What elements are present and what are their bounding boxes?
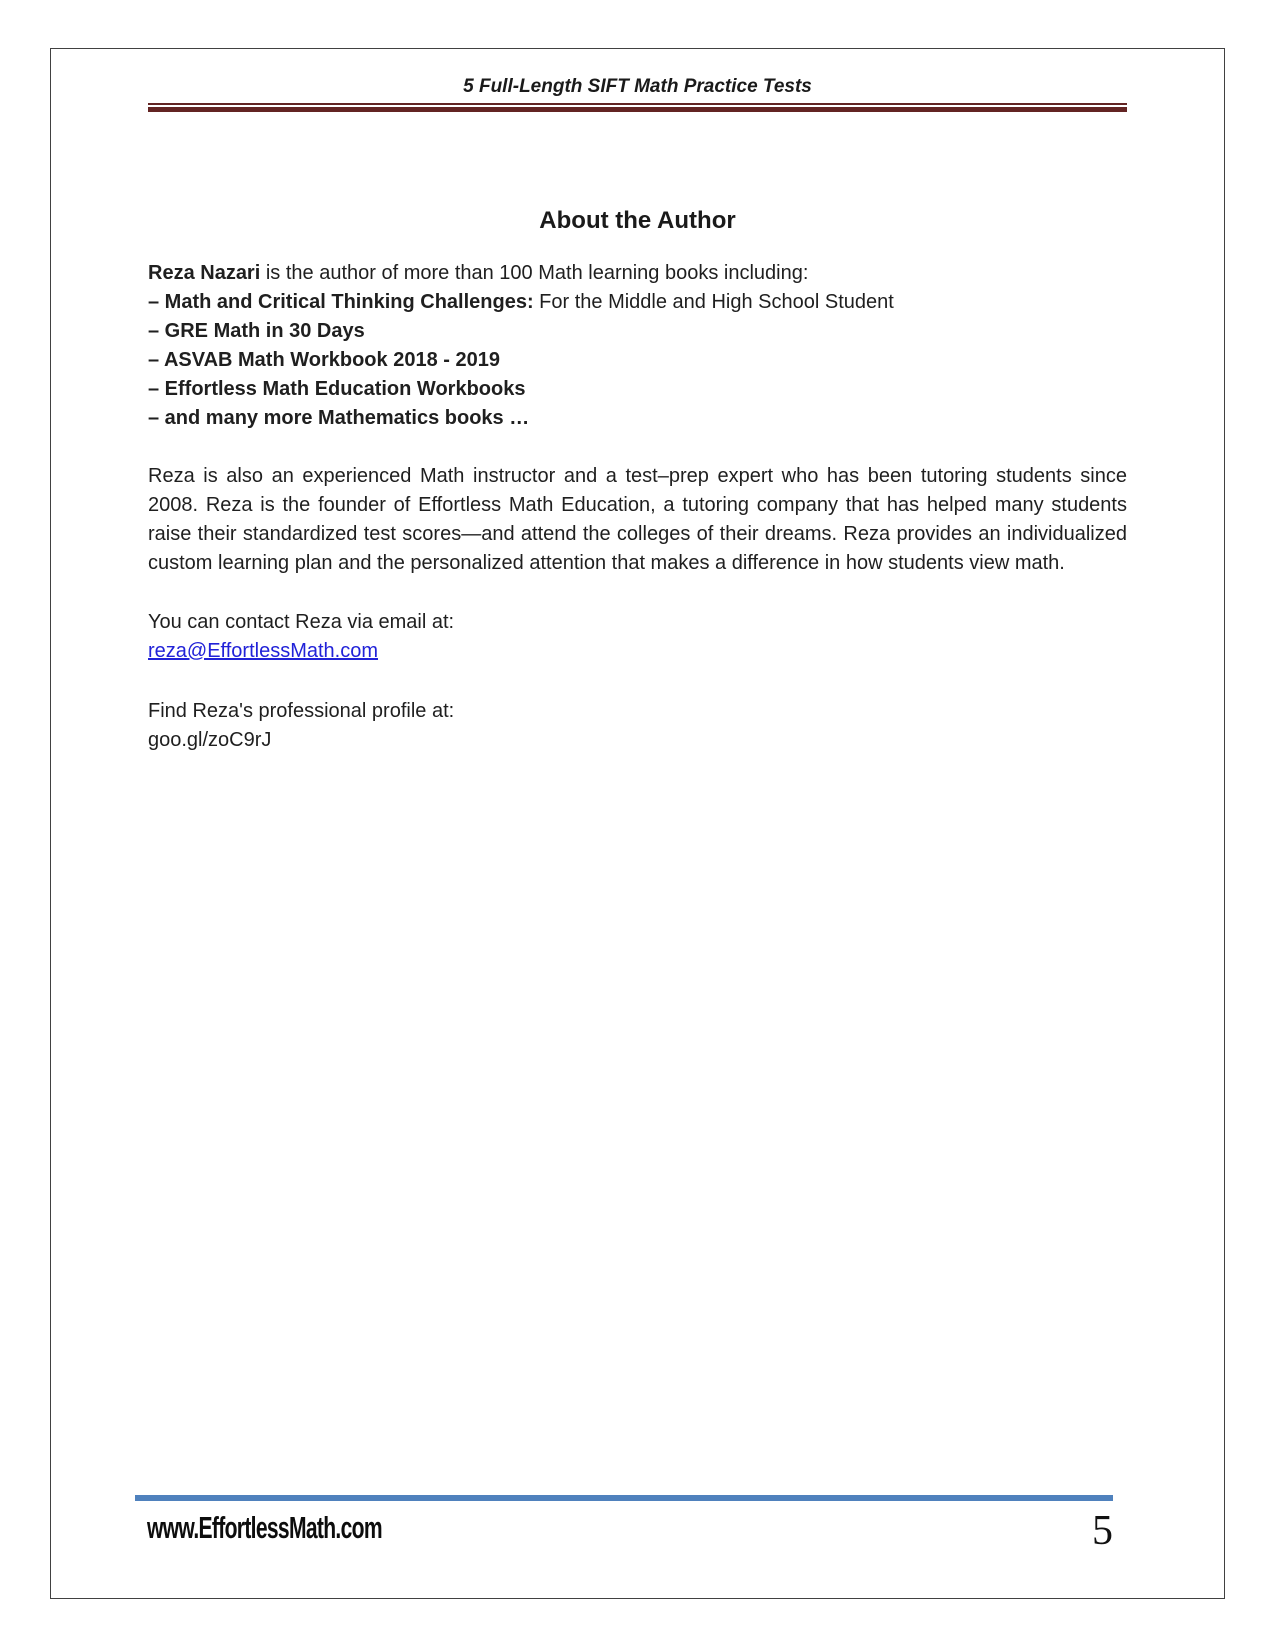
list-item — [148, 346, 1127, 375]
header-rule — [148, 103, 1127, 112]
section-heading: About the Author — [539, 207, 736, 234]
page-number: 5 — [1092, 1508, 1113, 1554]
footer-website: www.EffortlessMath.com — [147, 1510, 382, 1545]
page-footer — [135, 1495, 1113, 1554]
contact-label: You can contact Reza via email at: — [148, 611, 455, 633]
intro-rest: is the author of more than 100 Math learning books including: — [260, 262, 809, 284]
book-title-bold: – ASVAB Math Workbook 2018 - 2019 — [148, 349, 500, 371]
email-link[interactable]: reza@EffortlessMath.com — [148, 640, 379, 662]
content — [51, 206, 1224, 755]
book-title-bold: – and many more Mathematics books … — [148, 407, 530, 429]
list-item — [148, 375, 1127, 404]
list-item — [148, 404, 1127, 433]
bio-paragraph: Reza is also an experienced Math instructor and a test–prep expert who has been tutoring students since 2008. Reza is the founder of Effortless Math Education, a tutoring company that has helped many students raise their standardized test scores—and attend the colleges of their dreams. Reza provides an individualized custom learning plan and the personalized attention that makes a difference in how students view math. — [148, 465, 1127, 574]
list-item — [148, 288, 1127, 317]
book-list — [148, 288, 1127, 433]
footer-rule-blue-line — [135, 1495, 1113, 1501]
profile-url: goo.gl/zoC9rJ — [148, 729, 272, 751]
book-title-bold: – Math and Critical Thinking Challenges: — [148, 291, 534, 313]
profile-label: Find Reza's professional profile at: — [148, 700, 455, 722]
page-header — [51, 49, 1224, 112]
book-subtitle: For the Middle and High School Student — [533, 291, 894, 313]
footer-row — [135, 1508, 1113, 1554]
page-border — [50, 48, 1225, 1599]
list-item — [148, 317, 1127, 346]
header-rule-thick-line — [148, 107, 1127, 112]
author-name: Reza Nazari — [148, 262, 261, 284]
book-title-bold: – GRE Math in 30 Days — [148, 320, 365, 342]
book-title: 5 Full-Length SIFT Math Practice Tests — [463, 76, 812, 97]
book-title-bold: – Effortless Math Education Workbooks — [148, 378, 526, 400]
intro-line — [148, 259, 1127, 288]
